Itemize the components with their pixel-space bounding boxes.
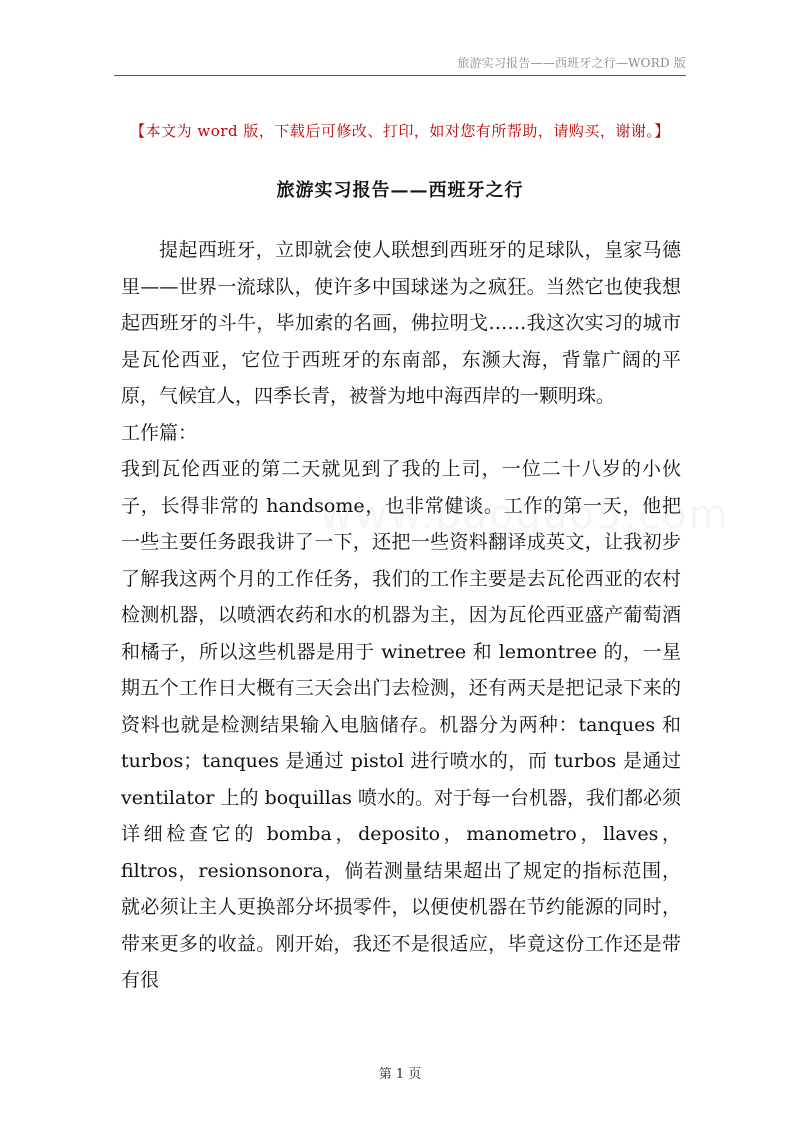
paragraph-intro: 提起西班牙，立即就会使人联想到西班牙的足球队，皇家马德里——世界一流球队，使许多中国球迷为之疯狂。当然它也使我想起西班牙的斗牛，毕加索的名画，佛拉明戈……我这次实习的城市是瓦伦西亚，它位于西班牙的东南部，东濒大海，背靠广阔的平原，气候宜人，四季长青，被誉为地中海西岸的一颗明珠。: [121, 239, 681, 407]
purchase-notice: 【本文为 word 版，下载后可修改、打印，如对您有所帮助，请购买，谢谢。】: [130, 122, 670, 140]
section-heading-work: 工作篇：: [121, 421, 198, 444]
paragraph-work: 我到瓦伦西亚的第二天就见到了我的上司，一位二十八岁的小伙子，长得非常的 handsome，也非常健谈。工作的第一天，他把一些主要任务跟我讲了一下，还把一些资料翻译成英文，让我初步了解我这两个月的工作任务，我们的工作主要是去瓦伦西亚的农村检测机器，以喷洒农药和水的机器为主，因为瓦伦西亚盛产葡萄酒和橘子，所以这些机器是用于 winetree 和 lemontree 的，一星期五个工作日大概有三天会出门去检测，还有两天是把记录下来的资料也就是检测结果输入电脑储存。机器分为两种：tanques 和 turbos；tanques 是通过 pistol 进行喷水的，而 turbos 是通过 ventilator 上的 boquillas 喷水的。对于每一台机器，我们都必须详细检查它的 bomba，deposito，manometro，llaves，filtros，resionsonora，倘若测量结果超出了规定的指标范围，就必须让主人更换部分坏损零件，以便使机器在节约能源的同时，带来更多的收益。刚开始，我还不是很适应，毕竟这份工作还是带有很: [121, 458, 681, 991]
document-body: [121, 232, 681, 999]
document-title: 旅游实习报告——西班牙之行: [276, 180, 524, 201]
running-header: 旅游实习报告——西班牙之行—WORD 版: [457, 56, 686, 70]
header-divider: [114, 75, 686, 76]
page-number: 第 1 页: [378, 1067, 422, 1082]
